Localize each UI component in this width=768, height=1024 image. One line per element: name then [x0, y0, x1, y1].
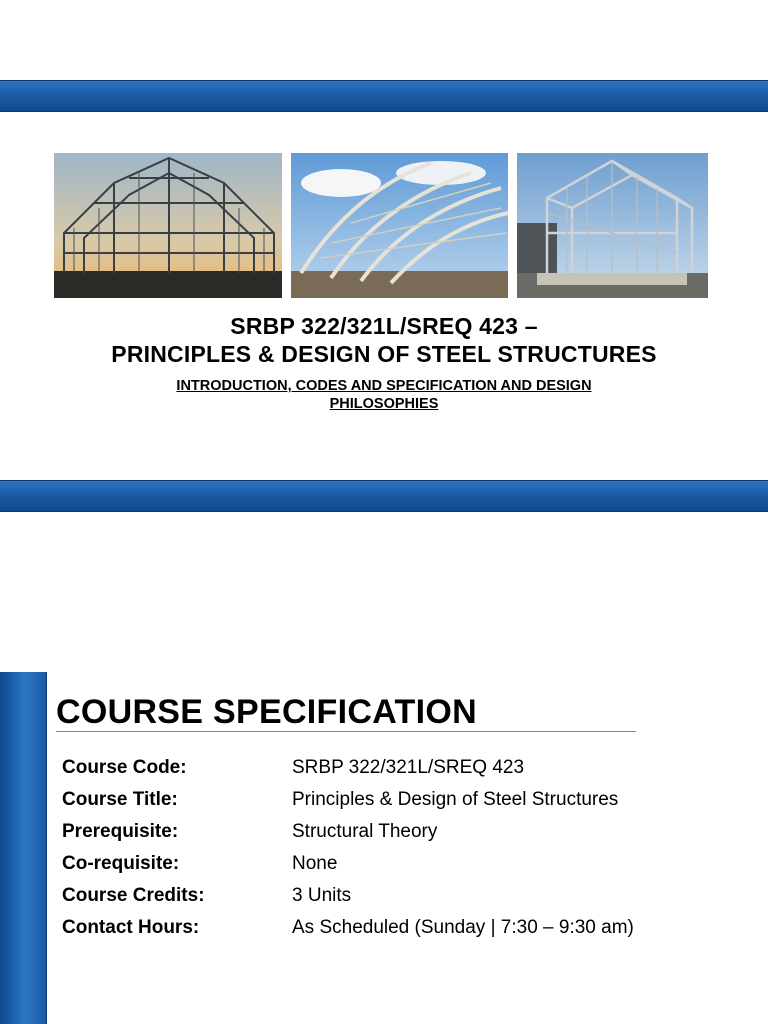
spec-table: [62, 752, 742, 944]
left-blue-sidebar: [0, 672, 47, 1024]
lecture-subtitle: [140, 377, 628, 413]
spec-value: SRBP 322/321L/SREQ 423: [292, 757, 525, 778]
spec-value: As Scheduled (Sunday | 7:30 – 9:30 am): [292, 917, 634, 938]
spec-row-course-title: [62, 784, 742, 816]
photo-steel-barn-frame: [54, 153, 282, 298]
photo-curved-steel-arches: [291, 153, 508, 298]
course-code-title: SRBP 322/321L/SREQ 423 –: [230, 313, 538, 339]
spec-heading: COURSE SPECIFICATION: [56, 693, 477, 731]
subtitle-line-2: PHILOSOPHIES: [329, 396, 439, 412]
spec-row-prerequisite: [62, 816, 742, 848]
spec-label: Co-requisite:: [62, 853, 180, 874]
spec-value: None: [292, 853, 338, 874]
spec-value: Structural Theory: [292, 821, 438, 842]
heading-underline: [56, 731, 636, 732]
spec-row-contact-hours: [62, 912, 742, 944]
spec-label: Course Title:: [62, 789, 178, 810]
bottom-blue-bar: [0, 480, 768, 512]
spec-label: Contact Hours:: [62, 917, 200, 938]
spec-row-course-code: [62, 752, 742, 784]
spec-value: Principles & Design of Steel Structures: [292, 789, 619, 810]
photo-steel-house-frame: [517, 153, 708, 298]
top-blue-bar: [0, 80, 768, 112]
spec-label: Prerequisite:: [62, 821, 179, 842]
course-specification-slide: [0, 672, 768, 1024]
spec-row-course-credits: [62, 880, 742, 912]
subtitle-line-1: INTRODUCTION, CODES AND SPECIFICATION AND DESIGN: [176, 378, 592, 394]
course-title-block: [0, 312, 768, 368]
spec-label: Course Code:: [62, 757, 187, 778]
spec-row-corequisite: [62, 848, 742, 880]
course-name-title: PRINCIPLES & DESIGN OF STEEL STRUCTURES: [111, 341, 657, 367]
spec-value: 3 Units: [292, 885, 352, 906]
spec-label: Course Credits:: [62, 885, 205, 906]
